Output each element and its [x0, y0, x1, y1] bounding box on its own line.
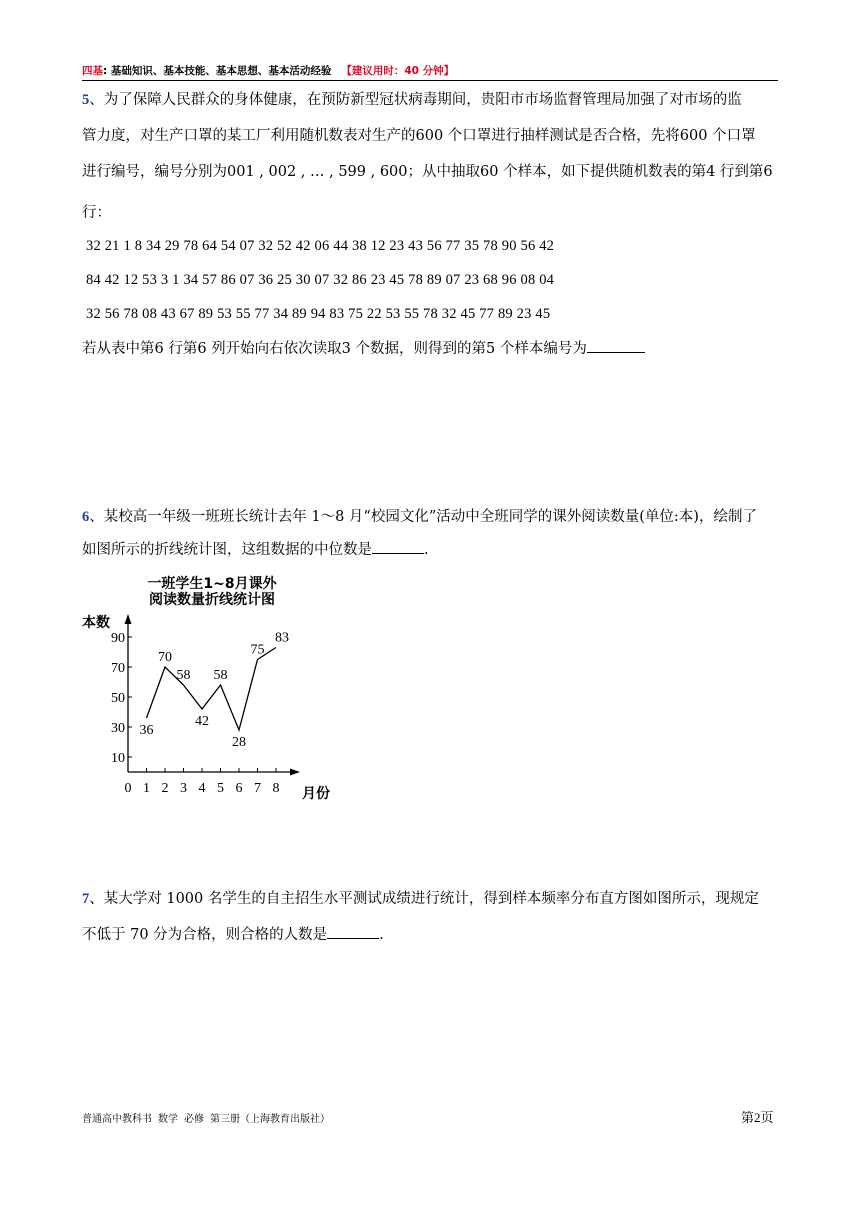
data-label: 42	[195, 714, 209, 729]
q5-line-2: 管力度，对生产口罩的某工厂利用随机数表对生产的600 个口罩进行抽样测试是否合格，先将600 个口罩	[82, 128, 756, 144]
random-table-row-6: 32 56 78 08 43 67 89 53 55 77 34 89 94 83 75 22 53 55 78 32 45 77 89 23 45	[86, 306, 551, 322]
q7-line-2: 不低于 70 分为合格，则合格的人数是 .	[82, 927, 384, 943]
data-label: 75	[250, 642, 265, 658]
q5-number: 5	[82, 92, 90, 108]
chart-y-ticks	[111, 631, 132, 766]
data-label: 70	[158, 650, 172, 665]
x-tick-label: 8	[272, 781, 280, 796]
q5-answer-blank[interactable]	[587, 339, 645, 353]
y-tick-label: 70	[111, 661, 125, 676]
y-tick-label: 50	[111, 691, 125, 706]
q5-line-4: 行：	[82, 205, 111, 221]
chart-title-line-1: 一班学生1~8月课外	[147, 576, 277, 592]
q6-line-1: 6、某校高一年级一班班长统计去年 1～8 月“校园文化”活动中全班同学的课外阅读数量(单位:本)，绘制了	[82, 509, 757, 525]
x-tick-label: 2	[161, 781, 169, 796]
q5-question: 若从表中第6 行第6 列开始向右依次读取3 个数据，则得到的第5 个样本编号为	[82, 339, 645, 359]
footer-textbook: 普通高中教科书 数学 必修 第三册（上海教育出版社）	[82, 1114, 331, 1125]
chart-y-axis-label: 本数	[82, 615, 110, 631]
q6-line-2: 如图所示的折线统计图，这组数据的中位数是 .	[82, 542, 429, 558]
x-tick-label: 3	[180, 781, 187, 796]
x-tick-label: 4	[198, 781, 206, 796]
footer-page-number: 第2页	[741, 1110, 774, 1125]
q7-line-1: 7、某大学对 1000 名学生的自主招生水平测试成绩进行统计，得到样本频率分布直方图如图所示，现规定	[82, 891, 759, 907]
q5-line-3: 进行编号，编号分别为001 , 002 , … , 599 , 600；从中抽取60 个样本，如下提供随机数表的第4 行到第6	[82, 164, 773, 180]
q5-line-1: 5、为了保障人民群众的身体健康，在预防新型冠状病毒期间，贵阳市市场监督管理局加强了对市场的监	[82, 92, 742, 108]
page-header	[82, 64, 778, 81]
random-table-row-4: 32 21 1 8 34 29 78 64 54 07 32 52 42 06 44 38 12 23 43 56 77 35 78 90 56 42	[86, 238, 555, 254]
chart-title-line-2: 阅读数量折线统计图	[149, 592, 275, 608]
chart-data-labels	[140, 631, 290, 751]
data-label: 83	[275, 630, 289, 646]
header-time: 【建议用时：40 分钟】	[341, 65, 455, 77]
q6-number: 6	[82, 509, 90, 525]
x-tick-label: 0	[124, 781, 132, 796]
data-label: 28	[232, 735, 246, 750]
q6-answer-blank[interactable]	[372, 540, 424, 554]
line-chart	[80, 574, 340, 804]
chart-x-axis-label: 月份	[302, 786, 330, 802]
header-prefix: 四基	[82, 65, 103, 77]
y-tick-label: 10	[111, 751, 125, 766]
y-tick-label: 30	[111, 721, 125, 736]
q7-answer-blank[interactable]	[327, 925, 379, 939]
random-table-row-5: 84 42 12 53 3 1 34 57 86 07 36 25 30 07 32 86 23 45 78 89 07 23 68 96 08 04	[86, 272, 555, 288]
data-label: 58	[176, 668, 191, 683]
header-text: : 基础知识、基本技能、基本思想、基本活动经验	[103, 65, 332, 77]
chart-x-axis-arrow	[290, 769, 300, 776]
data-label: 36	[139, 723, 154, 738]
x-tick-label: 1	[143, 781, 150, 796]
data-label: 58	[213, 668, 228, 683]
x-tick-label: 6	[235, 781, 243, 796]
x-tick-label: 7	[254, 781, 261, 796]
x-tick-label: 5	[217, 781, 224, 796]
chart-y-axis-arrow	[125, 614, 132, 624]
y-tick-label: 90	[111, 631, 125, 646]
q7-number: 7	[82, 891, 90, 907]
